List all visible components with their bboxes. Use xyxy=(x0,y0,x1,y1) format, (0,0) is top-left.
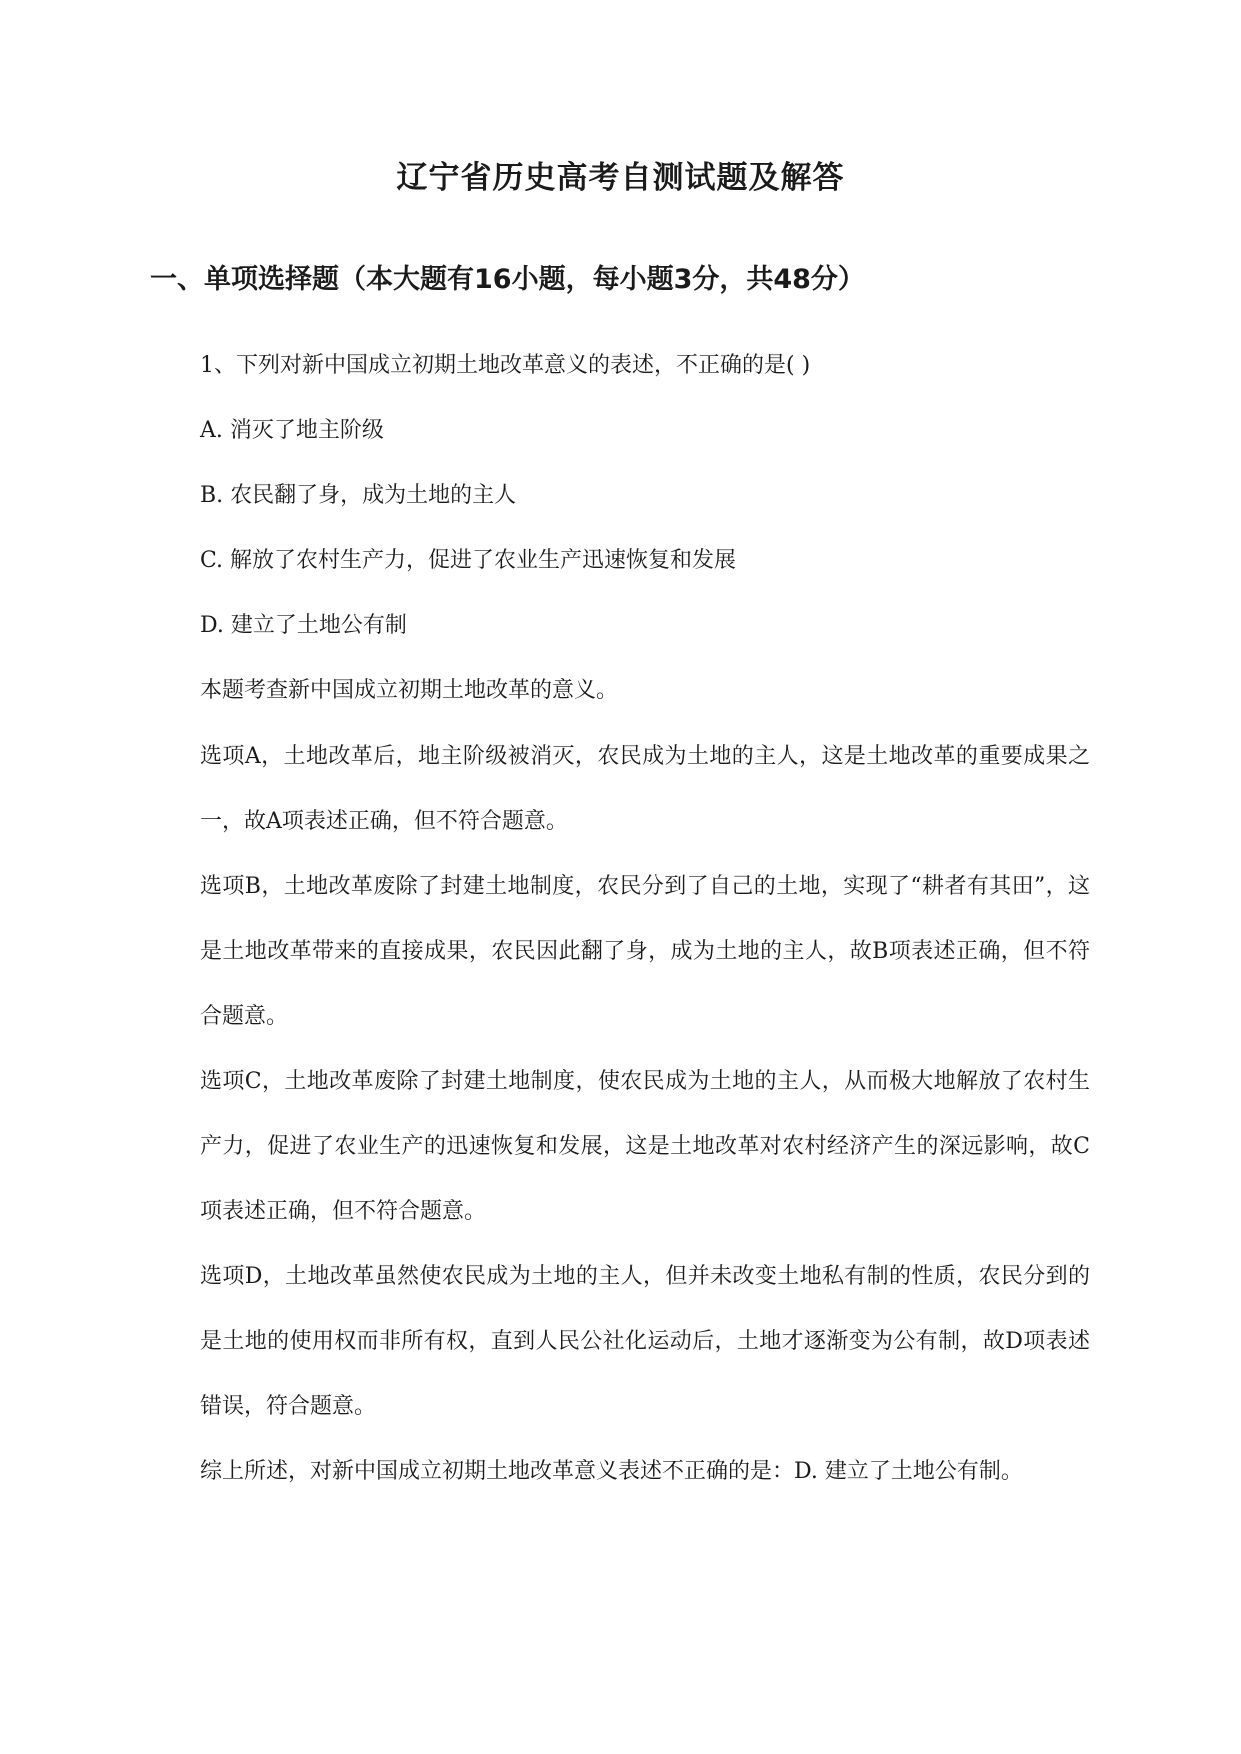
analysis-option-b: 选项B，土地改革废除了封建土地制度，农民分到了自己的土地，实现了“耕者有其田”，这是土地改革带来的直接成果，农民因此翻了身，成为土地的主人，故B项表述正确，但不符合题意。 xyxy=(200,874,1090,1029)
question-stem: 1、下列对新中国成立初期土地改革意义的表述，不正确的是( ) xyxy=(200,353,811,378)
analysis-option-a: 选项A，土地改革后，地主阶级被消灭，农民成为土地的主人，这是土地改革的重要成果之一，故A项表述正确，但不符合题意。 xyxy=(200,744,1090,834)
section-heading: 一、单项选择题（本大题有16小题，每小题3分，共48分） xyxy=(150,264,865,295)
option-a: A. 消灭了地主阶级 xyxy=(200,418,384,443)
question-block xyxy=(200,346,1090,1516)
document-title: 辽宁省历史高考自测试题及解答 xyxy=(396,160,845,196)
option-d: D. 建立了土地公有制 xyxy=(200,613,407,638)
option-c: C. 解放了农村生产力，促进了农业生产迅速恢复和发展 xyxy=(200,548,737,573)
option-b: B. 农民翻了身，成为土地的主人 xyxy=(200,483,517,508)
analysis-intro: 本题考查新中国成立初期土地改革的意义。 xyxy=(200,678,619,703)
analysis-conclusion: 综上所述，对新中国成立初期土地改革意义表述不正确的是：D. 建立了土地公有制。 xyxy=(200,1459,1023,1484)
analysis-option-d: 选项D，土地改革虽然使农民成为土地的主人，但并未改变土地私有制的性质，农民分到的是土地的使用权而非所有权，直到人民公社化运动后，土地才逐渐变为公有制，故D项表述错误，符合题意。 xyxy=(200,1264,1090,1419)
analysis-option-c: 选项C，土地改革废除了封建土地制度，使农民成为土地的主人，从而极大地解放了农村生产力，促进了农业生产的迅速恢复和发展，这是土地改革对农村经济产生的深远影响，故C项表述正确，但不符合题意。 xyxy=(200,1069,1090,1224)
